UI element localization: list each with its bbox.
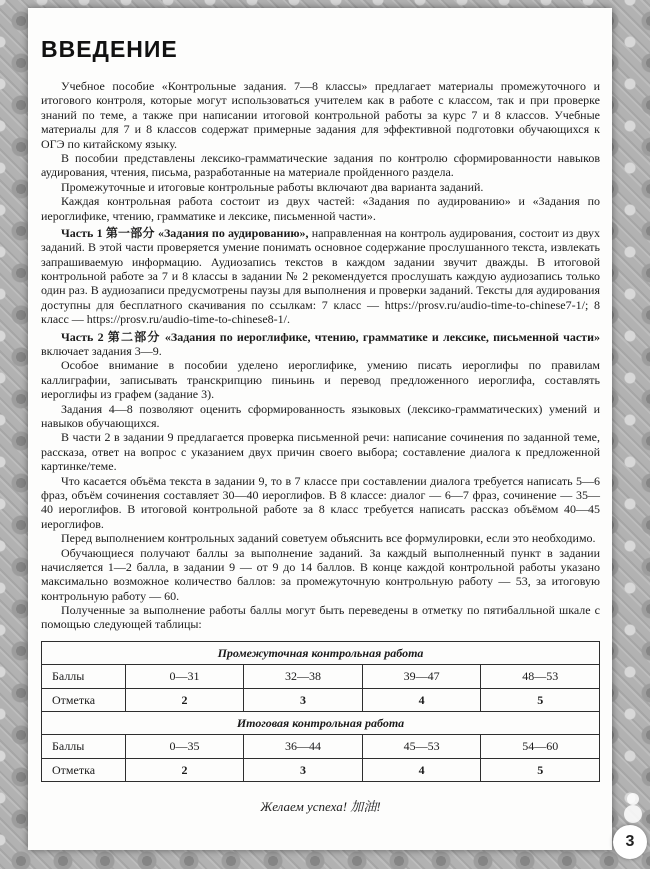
table-cell: 54—60 (481, 735, 600, 758)
paragraph: Что касается объёма текста в задании 9, то в 7 классе при составлении диалога требуется написать 5—6 фраз, объём сочинения составляет 30—40 иероглифов. В 8 классе: диалог — 6—7 фраз, сочинение — 35—40 иероглифов. В итоговой контрольной работе за 8 класс требуется написать рассказ объёмом 40—45 иероглифов. (41, 473, 600, 531)
book-page (28, 8, 612, 850)
table-cell: 2 (125, 758, 244, 781)
edge-decoration (624, 805, 642, 823)
paragraph: Учебное пособие «Контрольные задания. 7—8 классы» предлагает материалы промежуточного и итогового контроля, которые могут использоваться учителем как в работе с классом, так и при проверке знаний по теме, а также при написании итоговой контрольной работы за курс 7 и 8 классов. Учебные материалы для 7 и 8 классов содержат примерные задания для эффективной подготовки обучающихся к ОГЭ по китайскому языку. (41, 79, 600, 151)
table-cell: 4 (362, 758, 481, 781)
table-section-header: Итоговая контрольная работа (42, 712, 600, 735)
paragraph: В пособии представлены лексико-грамматические задания по контролю сформированности навыков аудирования, чтения, письма, разработанные на материале пройденного раздела. (41, 150, 600, 180)
table-cell: 3 (244, 688, 363, 711)
row-label: Баллы (42, 665, 126, 688)
table-row (42, 665, 600, 688)
paragraph: Задания 4—8 позволяют оценить сформированность языковых (лексико-грамматических) умений и навыков обучающихся. (41, 401, 600, 430)
table-cell: 4 (362, 688, 481, 711)
row-label: Отметка (42, 758, 126, 781)
table-cell: 39—47 (362, 665, 481, 688)
table-cell: 32—38 (244, 665, 363, 688)
table-cell: 0—31 (125, 665, 244, 688)
table-cell: 3 (244, 758, 363, 781)
table-cell: 48—53 (481, 665, 600, 688)
paragraph-part-1 (41, 226, 600, 327)
table-row (42, 758, 600, 781)
paragraph: Особое внимание в пособии уделено иероглифике, умению писать иероглифы по правилам каллиграфии, записывать транскрипцию пиньинь и перевод предложенного иероглифа, составлять иероглифы из графем (задание 3). (41, 358, 600, 402)
row-label: Баллы (42, 735, 126, 758)
table-cell: 0—35 (125, 735, 244, 758)
part-1-text: направленная на контроль аудирования, состоит из двух заданий. В этой части проверяется умение понимать основное содержание прослушанного текста, извлекать запрашиваемую информацию. Аудиозапись текстов в каждом задании звучит дважды. В итоговой контрольной работе за 7 и 8 классы в задании № 2 рекомендуется прослушать каждую аудиозапись только один раз. В аудиозаписи предусмотрены паузы для выполнения и проверки заданий. Тексты для аудирования доступны для бесплатного скачивания по ссылкам: 7 класс — https://prosv.ru/audio-time-to-chinese7-1/; 8 класс — https://prosv.ru/audio-time-to-chinese8-1/. (41, 225, 600, 327)
row-label: Отметка (42, 688, 126, 711)
paragraph: Обучающиеся получают баллы за выполнение заданий. За каждый выполненный пункт в задании начисляется 1—2 балла, в задании 9 — от 9 до 14 баллов. В конце каждой контрольной работы указано максимально возможное количество баллов: за промежуточную контрольную работу — 53, за итоговую контрольную работу — 60. (41, 545, 600, 603)
part-2-text: включает задания 3—9. (41, 344, 162, 359)
paragraph: Полученные за выполнение работы баллы могут быть переведены в отметку по пятибалльной шкале с помощью следующей таблицы: (41, 603, 600, 632)
table-cell: 45—53 (362, 735, 481, 758)
page-title: ВВЕДЕНИЕ (41, 36, 178, 62)
closing-wish: Желаем успеха! 加油! (260, 799, 381, 815)
page-number-badge (613, 825, 647, 859)
part-2-heading: Часть 2 第二部分 «Задания по иероглифике, чтению, грамматике и лексике, письменной части» (61, 329, 600, 344)
table-section-row (42, 712, 600, 735)
paragraph: Перед выполнением контрольных заданий советуем объяснить все формулировки, если это необходимо. (61, 531, 596, 546)
paragraph-part-2 (41, 330, 600, 359)
page-number: 3 (625, 833, 635, 850)
paragraph: Промежуточные и итоговые контрольные работы включают два варианта заданий. (61, 179, 484, 194)
table-cell: 5 (481, 758, 600, 781)
table-section-header: Промежуточная контрольная работа (42, 641, 600, 664)
table-cell: 5 (481, 688, 600, 711)
edge-decoration (627, 793, 639, 805)
part-1-heading: Часть 1 第一部分 «Задания по аудированию», (61, 225, 309, 240)
table-cell: 2 (125, 688, 244, 711)
table-row (42, 735, 600, 758)
paragraph: В части 2 в задании 9 предлагается проверка письменной речи: написание сочинения по заданной теме, рассказа, ответ на вопрос с указанием двух причин своего выбора; составление диалога к предложенной картинке/теме. (41, 430, 600, 474)
table-section-row (42, 641, 600, 664)
table-cell: 36—44 (244, 735, 363, 758)
table-row (42, 688, 600, 711)
grade-conversion-table (41, 641, 600, 782)
paragraph: Каждая контрольная работа состоит из двух частей: «Задания по аудированию» и «Задания по иероглифике, чтению, грамматике и лексике, письменной части». (41, 194, 600, 223)
